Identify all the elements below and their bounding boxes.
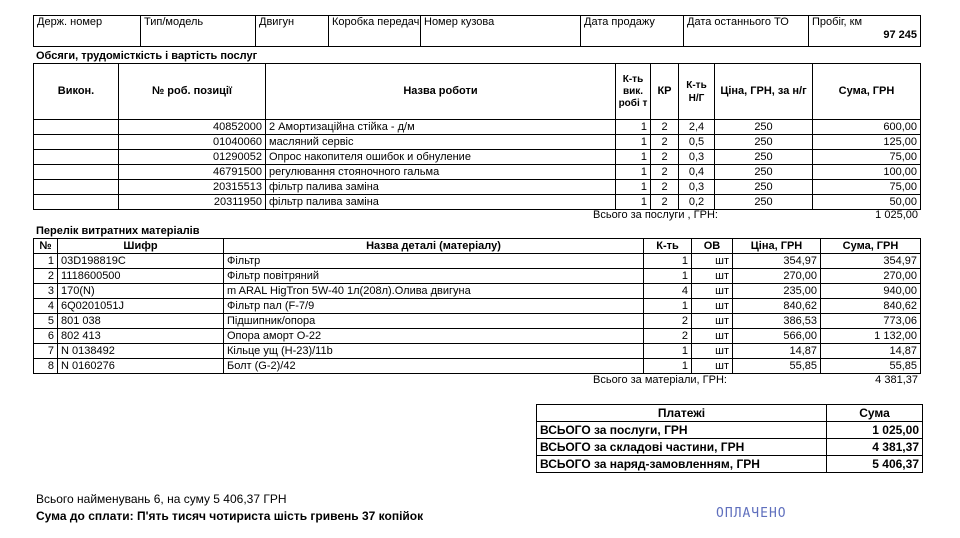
work-name: масляний сервіс [266,135,616,150]
part-price: 566,00 [733,329,821,344]
services-title: Обсяги, трудомісткість і вартість послуг [36,50,258,62]
work-price: 250 [715,135,813,150]
payment-value: 5 406,37 [827,456,923,473]
work-norm: 0,3 [679,180,715,195]
amount-in-words: Сума до сплати: П'ять тисяч чотириста шість гривень 37 копійок [36,509,424,523]
part-code: 1118600500 [58,269,224,284]
part-price: 354,97 [733,254,821,269]
part-no: 1 [34,254,58,269]
payments-table [536,404,923,473]
position-code: 20315513 [119,180,266,195]
work-sum: 50,00 [813,195,921,210]
col-payments: Платежі [537,405,827,422]
executor-cell [34,150,119,165]
services-table [33,63,921,210]
col-part-price: Ціна, ГРН [733,239,821,254]
work-name: 2 Амортизаційна стійка - д/м [266,120,616,135]
part-qty: 1 [644,299,692,314]
work-kr: 2 [651,195,679,210]
col-kr: КР [651,64,679,120]
materials-title: Перелік витратних матеріалів [36,225,200,237]
paid-stamp: ОПЛАЧЕНО [716,506,787,521]
payment-label: ВСЬОГО за наряд-замовленням, ГРН [537,456,827,473]
executor-cell [34,180,119,195]
part-no: 6 [34,329,58,344]
part-sum: 270,00 [821,269,921,284]
table-row [34,165,921,180]
col-part-name: Назва деталі (матеріалу) [224,239,644,254]
work-qty: 1 [616,150,651,165]
part-unit: шт [692,269,733,284]
col-payment-sum: Сума [827,405,923,422]
part-code: 170(N) [58,284,224,299]
part-sum: 354,97 [821,254,921,269]
work-sum: 100,00 [813,165,921,180]
executor-cell [34,135,119,150]
part-qty: 2 [644,329,692,344]
materials-total-label: Всього за матеріали, ГРН: [593,374,727,386]
part-name: Болт (G-2)/42 [224,359,644,374]
vehicle-info-table [33,15,921,47]
part-no: 4 [34,299,58,314]
mileage-value: 97 245 [883,29,917,41]
table-row [34,180,921,195]
part-no: 8 [34,359,58,374]
part-price: 270,00 [733,269,821,284]
work-sum: 125,00 [813,135,921,150]
part-qty: 4 [644,284,692,299]
part-sum: 773,06 [821,314,921,329]
services-total-label: Всього за послуги , ГРН: [593,209,718,221]
table-row [34,135,921,150]
label-engine: Двигун [256,16,329,47]
payment-value: 1 025,00 [827,422,923,439]
col-norm-hours [679,64,715,120]
part-sum: 940,00 [821,284,921,299]
part-unit: шт [692,299,733,314]
work-sum: 600,00 [813,120,921,135]
col-code: Шифр [58,239,224,254]
work-kr: 2 [651,165,679,180]
work-norm: 0,3 [679,150,715,165]
table-row [34,269,921,284]
table-row [34,120,921,135]
label-mileage: Пробіг, км [812,16,863,28]
part-qty: 1 [644,254,692,269]
mileage-cell [809,16,921,47]
work-norm: 0,4 [679,165,715,180]
col-price-per-hour: Ціна, ГРН, за н/г [715,64,813,120]
position-code: 20311950 [119,195,266,210]
col-part-sum: Сума, ГРН [821,239,921,254]
part-sum: 1 132,00 [821,329,921,344]
part-name: Фільтр пал (F-7/9 [224,299,644,314]
part-unit: шт [692,329,733,344]
part-unit: шт [692,254,733,269]
part-qty: 1 [644,344,692,359]
materials-table [33,238,921,374]
part-no: 7 [34,344,58,359]
work-norm: 2,4 [679,120,715,135]
work-name: фільтр палива заміна [266,180,616,195]
services-total-value: 1 025,00 [875,209,918,221]
part-code: 6Q0201051J [58,299,224,314]
part-unit: шт [692,284,733,299]
work-kr: 2 [651,120,679,135]
part-name: Фільтр [224,254,644,269]
part-no: 2 [34,269,58,284]
part-code: 03D198819C [58,254,224,269]
work-name: фільтр палива заміна [266,195,616,210]
payment-label: ВСЬОГО за складові частини, ГРН [537,439,827,456]
table-row [34,359,921,374]
col-work-qty [616,64,651,120]
part-code: N 0160276 [58,359,224,374]
part-price: 840,62 [733,299,821,314]
position-code: 01040060 [119,135,266,150]
table-row [34,254,921,269]
work-kr: 2 [651,135,679,150]
table-row [34,344,921,359]
part-no: 3 [34,284,58,299]
position-code: 01290052 [119,150,266,165]
col-sum: Сума, ГРН [813,64,921,120]
label-plate: Держ. номер [34,16,141,47]
table-row [537,422,923,439]
part-qty: 2 [644,314,692,329]
part-qty: 1 [644,359,692,374]
col-no: № [34,239,58,254]
part-no: 5 [34,314,58,329]
part-qty: 1 [644,269,692,284]
label-model: Тип/модель [141,16,256,47]
label-last-service: Дата останнього ТО [684,16,809,47]
work-qty: 1 [616,180,651,195]
label-vin: Номер кузова [421,16,581,47]
work-price: 250 [715,150,813,165]
payment-value: 4 381,37 [827,439,923,456]
table-row [34,284,921,299]
position-code: 40852000 [119,120,266,135]
col-unit: ОВ [692,239,733,254]
work-price: 250 [715,120,813,135]
work-qty: 1 [616,165,651,180]
table-row [34,150,921,165]
work-sum: 75,00 [813,150,921,165]
executor-cell [34,120,119,135]
col-part-qty: К-ть [644,239,692,254]
table-row [34,329,921,344]
executor-cell [34,165,119,180]
part-price: 235,00 [733,284,821,299]
work-qty: 1 [616,120,651,135]
part-code: N 0138492 [58,344,224,359]
work-kr: 2 [651,150,679,165]
table-row [537,439,923,456]
part-name: Опора аморт O-22 [224,329,644,344]
position-code: 46791500 [119,165,266,180]
col-position: № роб. позиції [119,64,266,120]
part-price: 55,85 [733,359,821,374]
work-sum: 75,00 [813,180,921,195]
part-name: m ARAL HigTron 5W-40 1л(208л).Олива двигуна [224,284,644,299]
table-row [537,456,923,473]
work-name: регулювання стояночного гальма [266,165,616,180]
table-row [34,299,921,314]
part-unit: шт [692,359,733,374]
executor-cell [34,195,119,210]
col-work-name: Назва роботи [266,64,616,120]
payment-label: ВСЬОГО за послуги, ГРН [537,422,827,439]
work-price: 250 [715,195,813,210]
part-name: Фільтр повітряний [224,269,644,284]
part-price: 386,53 [733,314,821,329]
part-code: 802 413 [58,329,224,344]
work-price: 250 [715,180,813,195]
work-kr: 2 [651,180,679,195]
part-name: Кільце ущ (H-23)/11b [224,344,644,359]
part-name: Підшипник/опора [224,314,644,329]
work-norm: 0,5 [679,135,715,150]
col-work-qty-text: К-ть вик. робі т [618,73,648,109]
materials-total-value: 4 381,37 [875,374,918,386]
table-row [34,195,921,210]
part-sum: 55,85 [821,359,921,374]
part-price: 14,87 [733,344,821,359]
items-summary: Всього найменувань 6, на суму 5 406,37 ГРН [36,492,287,506]
col-norm-hours-text: К-ть Н/Г [686,79,707,104]
table-row [34,314,921,329]
label-sale-date: Дата продажу [581,16,684,47]
work-qty: 1 [616,195,651,210]
part-code: 801 038 [58,314,224,329]
work-norm: 0,2 [679,195,715,210]
part-unit: шт [692,344,733,359]
work-qty: 1 [616,135,651,150]
work-price: 250 [715,165,813,180]
work-name: Опрос накопителя ошибок и обнуление [266,150,616,165]
part-sum: 840,62 [821,299,921,314]
part-unit: шт [692,314,733,329]
label-gearbox: Коробка передач [329,16,421,47]
col-executor: Викон. [34,64,119,120]
part-sum: 14,87 [821,344,921,359]
